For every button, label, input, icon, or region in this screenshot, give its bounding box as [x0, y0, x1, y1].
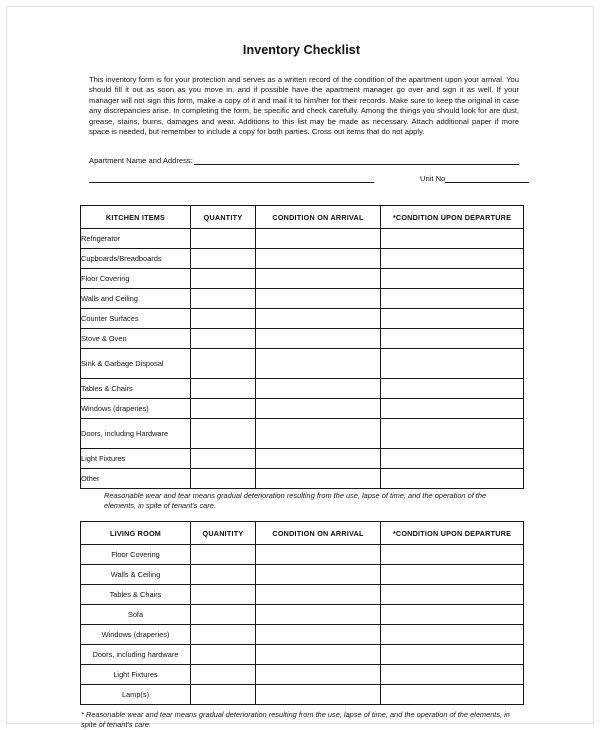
row-arrival-cell[interactable]: [256, 309, 381, 329]
column-header-living-room: LIVING ROOM: [81, 522, 191, 545]
row-quantity-cell[interactable]: [191, 449, 256, 469]
table-row: [81, 585, 524, 605]
row-arrival-cell[interactable]: [256, 545, 381, 565]
table-row: [81, 309, 524, 329]
row-arrival-cell[interactable]: [256, 349, 381, 379]
table-row: [81, 449, 524, 469]
row-quantity-cell[interactable]: [191, 399, 256, 419]
row-item-label: Light Fixtures: [81, 449, 191, 469]
row-arrival-cell[interactable]: [256, 685, 381, 705]
document-content: [80, 43, 523, 730]
row-arrival-cell[interactable]: [256, 419, 381, 449]
column-header-condition-departure: *CONDITION UPON DEPARTURE: [381, 206, 524, 229]
kitchen-footnote: Reasonable wear and tear means gradual deterioration resulting from the use, lapse of time, and the operation of the elements, in spite of tenant's care.: [104, 491, 487, 511]
row-departure-cell[interactable]: [381, 309, 524, 329]
row-arrival-cell[interactable]: [256, 289, 381, 309]
row-departure-cell[interactable]: [381, 249, 524, 269]
row-item-label: Lamp(s): [81, 685, 191, 705]
row-arrival-cell[interactable]: [256, 379, 381, 399]
unit-number-line: [89, 173, 519, 183]
row-departure-cell[interactable]: [381, 625, 524, 645]
address-continuation-input[interactable]: [89, 173, 374, 183]
row-quantity-cell[interactable]: [191, 685, 256, 705]
intro-paragraph: This inventory form is for your protection and serves as a written record of the condition of the apartment upon your arrival. You should fill it out as soon as you move in, and if possible have the apartment manager go over and sign it as well. If your manager will not sign this form, make a copy of it and mail it to him/her for their records. Make sure to keep the original in case any discrepancies arise. In completing the form, be specific and check carefully. Among the things you should look for are dust, grease, stains, burns, damages and wear. Additions to this list may be made as necessary. Attach additional paper if more space is needed, but remember to include a copy for both parties. Cross out items that do not apply.: [89, 75, 519, 137]
row-departure-cell[interactable]: [381, 289, 524, 309]
row-departure-cell[interactable]: [381, 399, 524, 419]
apartment-address-label: Apartment Name and Address:: [89, 156, 193, 166]
table-row: [81, 289, 524, 309]
table-row: [81, 229, 524, 249]
row-quantity-cell[interactable]: [191, 585, 256, 605]
living-room-section: [80, 521, 523, 730]
table-header-row: [81, 206, 524, 229]
row-departure-cell[interactable]: [381, 469, 524, 489]
row-departure-cell[interactable]: [381, 419, 524, 449]
row-arrival-cell[interactable]: [256, 645, 381, 665]
row-arrival-cell[interactable]: [256, 605, 381, 625]
row-departure-cell[interactable]: [381, 605, 524, 625]
table-row: [81, 645, 524, 665]
row-quantity-cell[interactable]: [191, 269, 256, 289]
row-item-label: Doors, including Hardware: [81, 419, 191, 449]
row-arrival-cell[interactable]: [256, 449, 381, 469]
table-row: [81, 665, 524, 685]
unit-number-input[interactable]: [445, 173, 529, 183]
living-room-items-table: [80, 521, 524, 705]
address-block: [89, 155, 519, 183]
row-quantity-cell[interactable]: [191, 289, 256, 309]
row-quantity-cell[interactable]: [191, 545, 256, 565]
document-page: [6, 6, 594, 729]
kitchen-items-table: [80, 205, 524, 489]
row-arrival-cell[interactable]: [256, 469, 381, 489]
row-quantity-cell[interactable]: [191, 645, 256, 665]
row-item-label: Cupboards/Breadboards: [81, 249, 191, 269]
row-arrival-cell[interactable]: [256, 329, 381, 349]
row-departure-cell[interactable]: [381, 565, 524, 585]
row-item-label: Refrigerator: [81, 229, 191, 249]
row-quantity-cell[interactable]: [191, 309, 256, 329]
table-row: [81, 399, 524, 419]
kitchen-section: [80, 205, 523, 511]
table-row: [81, 469, 524, 489]
table-row: [81, 685, 524, 705]
table-row: [81, 565, 524, 585]
table-row: [81, 545, 524, 565]
table-row: [81, 419, 524, 449]
row-departure-cell[interactable]: [381, 379, 524, 399]
row-departure-cell[interactable]: [381, 329, 524, 349]
row-item-label: Sofa: [81, 605, 191, 625]
row-arrival-cell[interactable]: [256, 249, 381, 269]
apartment-address-input[interactable]: [194, 155, 519, 165]
table-header-row: [81, 522, 524, 545]
row-arrival-cell[interactable]: [256, 229, 381, 249]
row-departure-cell[interactable]: [381, 685, 524, 705]
row-departure-cell[interactable]: [381, 269, 524, 289]
row-item-label: Tables & Chairs: [81, 379, 191, 399]
row-quantity-cell[interactable]: [191, 249, 256, 269]
table-row: [81, 249, 524, 269]
row-quantity-cell[interactable]: [191, 349, 256, 379]
row-item-label: Windows (draperies): [81, 399, 191, 419]
row-item-label: Walls and Ceiling: [81, 289, 191, 309]
row-quantity-cell[interactable]: [191, 605, 256, 625]
row-arrival-cell[interactable]: [256, 585, 381, 605]
column-header-kitchen-items: KITCHEN ITEMS: [81, 206, 191, 229]
row-quantity-cell[interactable]: [191, 625, 256, 645]
row-quantity-cell[interactable]: [191, 665, 256, 685]
row-departure-cell[interactable]: [381, 665, 524, 685]
row-departure-cell[interactable]: [381, 645, 524, 665]
table-row: [81, 349, 524, 379]
table-row: [81, 605, 524, 625]
row-item-label: Windows (draperies): [81, 625, 191, 645]
table-row: [81, 625, 524, 645]
row-item-label: Walls & Ceiling: [81, 565, 191, 585]
row-item-label: Light Fixtures: [81, 665, 191, 685]
column-header-condition-departure: *CONDITION UPON DEPARTURE: [381, 522, 524, 545]
row-departure-cell[interactable]: [381, 585, 524, 605]
row-item-label: Floor Covering: [81, 545, 191, 565]
row-departure-cell[interactable]: [381, 449, 524, 469]
row-quantity-cell[interactable]: [191, 329, 256, 349]
row-item-label: Other: [81, 469, 191, 489]
row-quantity-cell[interactable]: [191, 229, 256, 249]
page-title: Inventory Checklist: [242, 43, 361, 57]
row-quantity-cell[interactable]: [191, 469, 256, 489]
row-arrival-cell[interactable]: [256, 625, 381, 645]
column-header-condition-arrival: CONDITION ON ARRIVAL: [256, 522, 381, 545]
row-departure-cell[interactable]: [381, 545, 524, 565]
unit-number-label: Unit No: [420, 174, 446, 184]
row-item-label: Stove & Oven: [81, 329, 191, 349]
table-row: [81, 269, 524, 289]
row-quantity-cell[interactable]: [191, 379, 256, 399]
row-arrival-cell[interactable]: [256, 269, 381, 289]
row-arrival-cell[interactable]: [256, 565, 381, 585]
table-row: [81, 329, 524, 349]
column-header-quantity: QUANITITY: [191, 522, 256, 545]
row-item-label: Counter Surfaces: [81, 309, 191, 329]
row-departure-cell[interactable]: [381, 349, 524, 379]
row-item-label: Sink & Garbage Disposal: [81, 349, 191, 379]
row-departure-cell[interactable]: [381, 229, 524, 249]
row-arrival-cell[interactable]: [256, 399, 381, 419]
apartment-address-line: [89, 155, 519, 165]
row-item-label: Tables & Chairs: [81, 585, 191, 605]
row-arrival-cell[interactable]: [256, 665, 381, 685]
row-quantity-cell[interactable]: [191, 565, 256, 585]
row-quantity-cell[interactable]: [191, 419, 256, 449]
column-header-condition-arrival: CONDITION ON ARRIVAL: [256, 206, 381, 229]
row-item-label: Floor Covering: [81, 269, 191, 289]
table-row: [81, 379, 524, 399]
row-item-label: Doors, including hardware: [81, 645, 191, 665]
column-header-quantity: QUANTITY: [191, 206, 256, 229]
living-room-footnote: * Reasonable wear and tear means gradual deterioration resulting from the use, lapse of time, and the operation of the elements, in spite of tenant's care.: [81, 710, 510, 729]
